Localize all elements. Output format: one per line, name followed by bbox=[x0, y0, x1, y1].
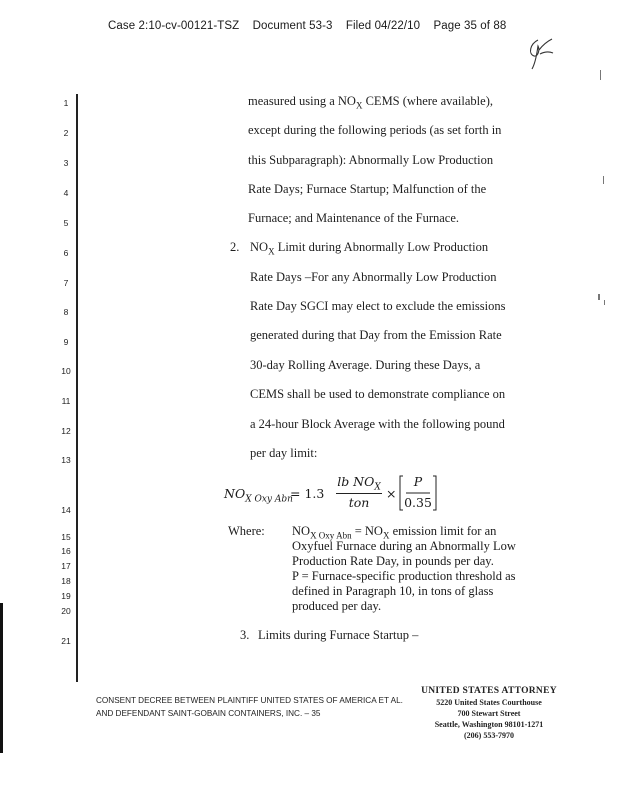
line-number: 2 bbox=[63, 128, 69, 138]
body-text-line: a 24-hour Block Average with the following pound bbox=[250, 417, 505, 431]
address-line: 5220 United States Courthouse bbox=[436, 698, 542, 707]
line-number: 12 bbox=[61, 426, 71, 436]
address-line: Seattle, Washington 98101-1271 bbox=[434, 720, 544, 729]
attorney-address-block bbox=[414, 686, 564, 741]
where-definition-line: P = Furnace-specific production threshold as bbox=[292, 569, 516, 583]
filed-date: Filed 04/22/10 bbox=[345, 20, 421, 32]
body-text-line: Rate Day SGCI may elect to exclude the emissions bbox=[250, 299, 506, 313]
where-definition-line: Production Rate Day, in pounds per day. bbox=[292, 554, 494, 568]
line-number: 19 bbox=[61, 591, 71, 601]
address-line: 700 Stewart Street bbox=[457, 709, 521, 718]
case-number: Case 2:10-cv-00121-TSZ bbox=[108, 20, 240, 32]
line-number: 15 bbox=[61, 532, 71, 542]
page-indicator: Page 35 of 88 bbox=[433, 20, 507, 32]
formula-fraction-denominator: ton bbox=[348, 495, 370, 510]
scan-edge-bar bbox=[0, 603, 3, 753]
body-text-line: 30-day Rolling Average. During these Days, a bbox=[250, 358, 481, 372]
line-number: 1 bbox=[63, 98, 69, 108]
line-number: 7 bbox=[63, 278, 69, 288]
scan-speck bbox=[600, 70, 601, 80]
where-definition-line: produced per day. bbox=[292, 599, 382, 613]
footer-caption-line: AND DEFENDANT SAINT-GOBAIN CONTAINERS, INC. – 35 bbox=[96, 709, 321, 718]
footer-caption bbox=[96, 694, 403, 720]
line-number: 9 bbox=[63, 337, 69, 347]
formula-coefficient: = 1.3 bbox=[290, 486, 325, 501]
body-text-line: Rate Days –For any Abnormally Low Production bbox=[250, 270, 497, 284]
line-number: 16 bbox=[61, 546, 71, 556]
where-definition-line: Oxyfuel Furnace during an Abnormally Low bbox=[292, 539, 516, 553]
handwritten-initials-mark bbox=[522, 36, 556, 72]
line-number: 6 bbox=[63, 248, 69, 258]
body-text-line: Furnace; and Maintenance of the Furnace. bbox=[248, 211, 460, 225]
line-number: 21 bbox=[61, 636, 71, 646]
scan-speck bbox=[598, 294, 600, 300]
margin-rule bbox=[76, 94, 78, 682]
office-name: UNITED STATES ATTORNEY bbox=[421, 686, 557, 696]
line-number: 3 bbox=[63, 158, 69, 168]
formula-p-numerator: P bbox=[413, 474, 423, 489]
line-number: 5 bbox=[63, 218, 69, 228]
scan-speck bbox=[603, 176, 604, 184]
case-header bbox=[108, 20, 516, 32]
line-number: 11 bbox=[61, 396, 71, 406]
body-text-line: this Subparagraph): Abnormally Low Production bbox=[248, 153, 494, 167]
line-number: 14 bbox=[61, 505, 71, 515]
formula-fraction-bar bbox=[336, 493, 382, 494]
formula-fraction-numerator: lb $NO_X$ bbox=[337, 474, 381, 493]
line-number: 20 bbox=[61, 606, 71, 616]
line-number: 13 bbox=[61, 455, 71, 465]
phone-number: (206) 553-7970 bbox=[464, 731, 514, 740]
body-text-line: generated during that Day from the Emission Rate bbox=[250, 328, 502, 342]
body-text-line: CEMS shall be used to demonstrate compliance on bbox=[250, 387, 506, 401]
body-text-line: Rate Days; Furnace Startup; Malfunction of the bbox=[248, 182, 487, 196]
line-number: 8 bbox=[63, 307, 69, 317]
body-text-line: per day limit: bbox=[250, 446, 318, 460]
body-text-line: except during the following periods (as set forth in bbox=[248, 123, 502, 137]
where-definition-line: defined in Paragraph 10, in tons of glass bbox=[292, 584, 494, 598]
item-heading: $NO_X$ Limit during Abnormally Low Production bbox=[250, 240, 489, 257]
list-item-number: 2. bbox=[230, 240, 240, 254]
list-item-number: 3. bbox=[240, 628, 250, 642]
line-number: 4 bbox=[63, 188, 69, 198]
formula-times: × bbox=[386, 486, 397, 501]
body-text-line: measured using a $NO_X$ CEMS (where available), bbox=[248, 94, 493, 111]
line-number: 18 bbox=[61, 576, 71, 586]
item-heading: Limits during Furnace Startup – bbox=[258, 628, 419, 642]
footer-caption-line: CONSENT DECREE BETWEEN PLAINTIFF UNITED STATES OF AMERICA ET AL. bbox=[96, 696, 403, 705]
where-definition-line: $NO_{X Oxy Abn} = NO_X$ emission limit for an bbox=[292, 524, 497, 541]
scan-speck bbox=[604, 300, 605, 305]
line-number: 17 bbox=[61, 561, 71, 571]
where-label: Where: bbox=[228, 524, 265, 538]
nox-limit-formula bbox=[224, 474, 444, 512]
formula-p-denominator: 0.35 bbox=[404, 495, 432, 510]
line-number: 10 bbox=[61, 366, 71, 376]
document-number: Document 53-3 bbox=[252, 20, 333, 32]
formula-lhs: $NO_{X Oxy Abn}$ bbox=[224, 486, 293, 505]
